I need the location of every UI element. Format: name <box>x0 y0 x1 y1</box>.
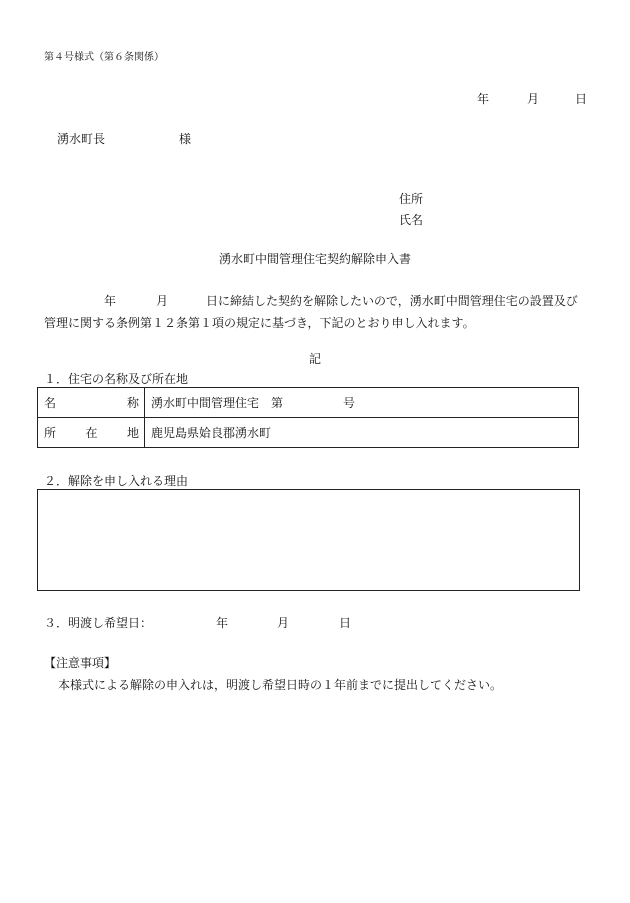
addressee-title: 湧水町長 <box>57 132 106 146</box>
body-line-1-text: 日に締結した契約を解除したいので，湧水町中間管理住宅の設置及び <box>206 294 578 308</box>
body-paragraph <box>44 290 589 334</box>
body-line-1 <box>44 290 589 312</box>
body-month: 月 <box>156 294 169 308</box>
housing-location-value: 鹿児島県姶良郡湧水町 <box>145 418 579 448</box>
housing-info-table <box>37 387 579 448</box>
date-day-label: 日 <box>575 92 588 106</box>
notice-text: 本様式による解除の申入れは，明渡し希望日時の１年前までに提出してください。 <box>58 678 503 692</box>
housing-location-label: 所在地 <box>38 418 145 448</box>
section-2-heading: ２．解除を申し入れる理由 <box>44 474 189 488</box>
notice-heading: 【注意事項】 <box>44 656 117 670</box>
housing-name-value <box>145 388 579 418</box>
form-number: 第４号様式（第６条関係） <box>44 52 164 63</box>
addressee-honorific: 様 <box>179 132 192 146</box>
vacate-day-label: 日 <box>339 616 352 630</box>
housing-name-label: 名称 <box>38 388 145 418</box>
address-label: 住所 <box>399 192 424 206</box>
table-row <box>38 418 579 448</box>
section-3-heading: ３．明渡し希望日： <box>44 616 153 630</box>
table-row <box>38 388 579 418</box>
name-label: 氏名 <box>399 213 424 227</box>
housing-name-suffix: 号 <box>343 396 356 410</box>
vacate-month-label: 月 <box>277 616 290 630</box>
section-1-heading: １．住宅の名称及び所在地 <box>44 372 189 386</box>
document-title: 湧水町中間管理住宅契約解除申入書 <box>218 252 411 266</box>
vacate-year-label: 年 <box>216 616 229 630</box>
date-month-label: 月 <box>527 92 540 106</box>
reason-input-box[interactable] <box>37 489 580 591</box>
ki-marker: 記 <box>308 352 321 366</box>
housing-name-prefix: 湧水町中間管理住宅 第 <box>151 396 284 410</box>
body-line-2: 管理に関する条例第１２条第１項の規定に基づき，下記のとおり申し入れます。 <box>44 316 475 330</box>
date-year-label: 年 <box>477 92 490 106</box>
body-year: 年 <box>104 294 117 308</box>
